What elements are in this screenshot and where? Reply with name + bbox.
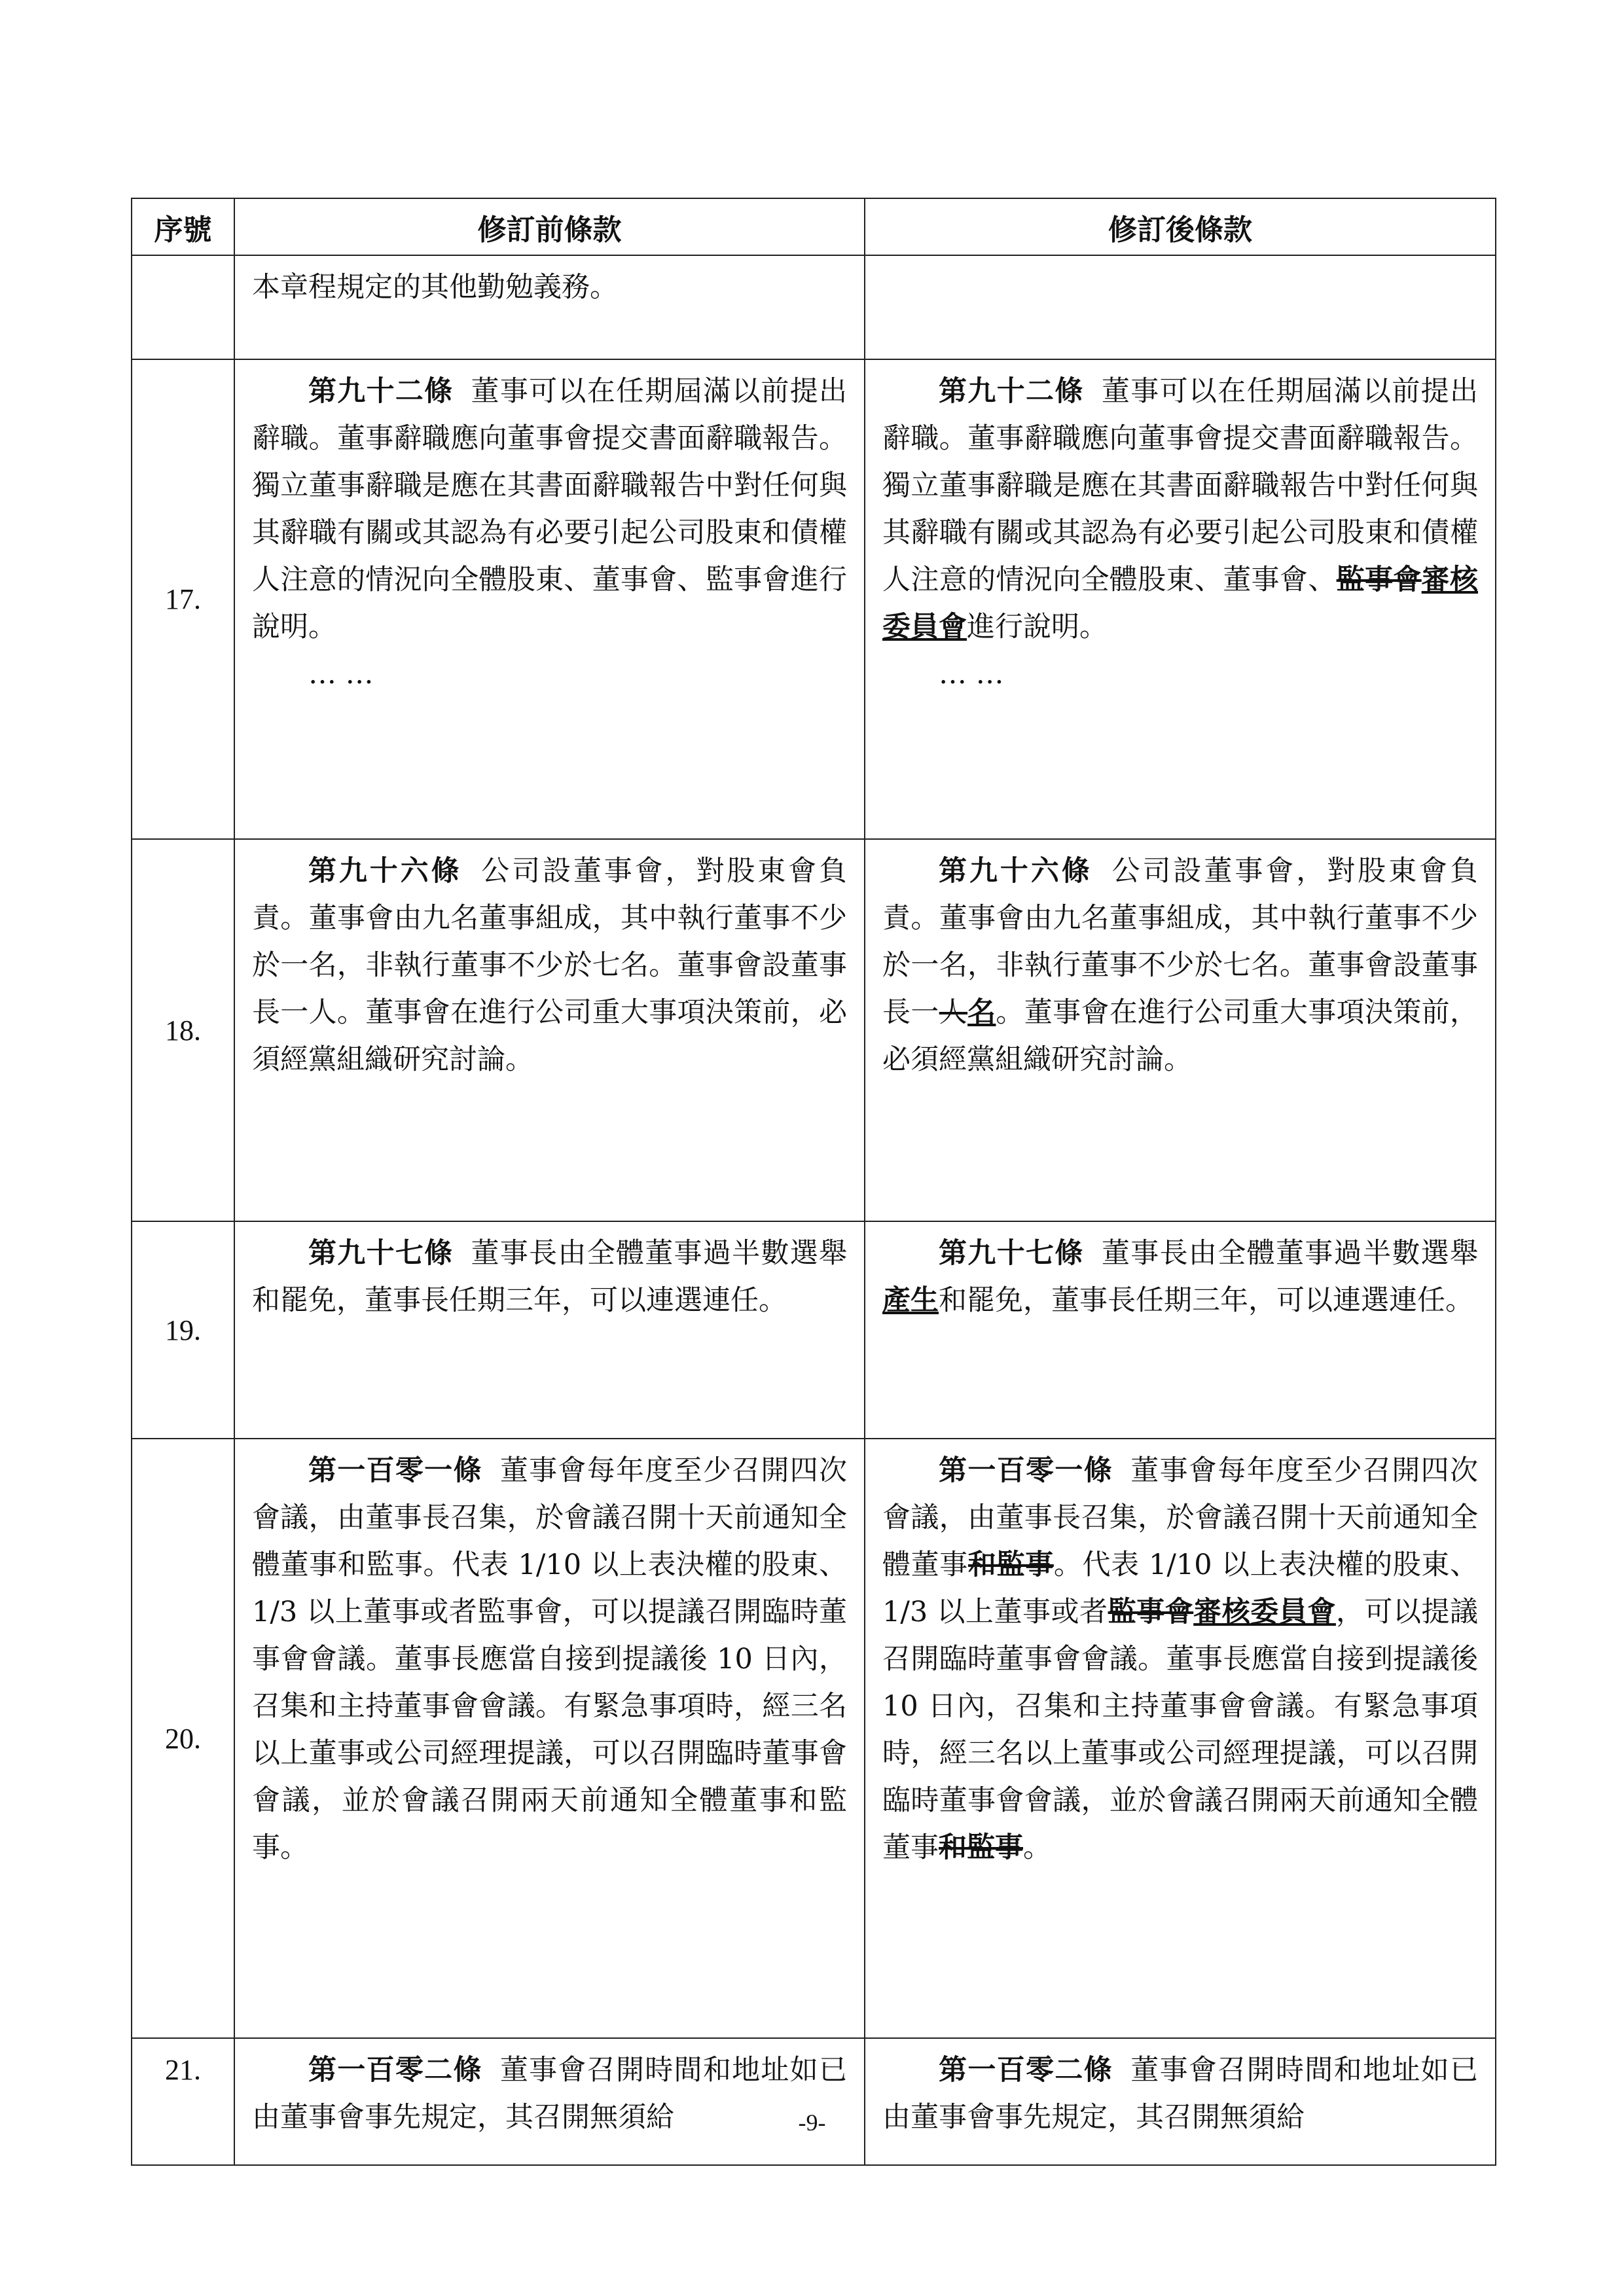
table-row <box>132 1439 1496 2038</box>
header-before-clause: 修訂前條款 <box>234 198 865 255</box>
before-clause-cell <box>234 1221 865 1439</box>
article-number: 第九十七條 <box>939 1237 1084 1270</box>
header-serial-no: 序號 <box>132 198 234 255</box>
article-number: 第九十二條 <box>308 375 454 408</box>
inserted-text: 審核委員會 <box>882 564 1479 643</box>
clause-text: ，可以提議召開臨時董事會會議。董事長應當自接到提議後 10 日內，召集和主持董事會會議。有緊急事項時，經三名以上董事或公司經理提議，可以召開臨時董事會會議，並於會議召開兩天前通知全體董事 <box>882 1596 1479 1864</box>
table-header-row <box>132 198 1496 255</box>
deleted-text: 監事會 <box>1336 564 1422 596</box>
before-clause-cell <box>234 359 865 839</box>
deleted-text: 監事會 <box>1108 1596 1194 1628</box>
table-row <box>132 255 1496 359</box>
inserted-text: 審核委員會 <box>1193 1596 1336 1628</box>
clause-text: 公司設董事會，對股東會負責。董事會由九名董事組成，其中執行董事不少於一名，非執行董事不少於七名。董事會設董事長一人。董事會在進行公司重大事項決策前，必須經黨組織研究討論。 <box>252 855 848 1076</box>
ellipsis: … … <box>308 658 374 691</box>
clause-text: 董事長由全體董事過半數選舉和罷免，董事長任期三年，可以連選連任。 <box>252 1237 848 1317</box>
deleted-text: 和監事 <box>967 1549 1054 1581</box>
article-number: 第九十六條 <box>939 855 1092 888</box>
after-clause-cell <box>865 2038 1496 2165</box>
row-number: 21. <box>132 2038 234 2165</box>
table-row <box>132 1221 1496 1439</box>
article-number: 第一百零一條 <box>308 1454 482 1487</box>
before-clause-cell <box>234 255 865 359</box>
clause-text: 董事可以在任期屆滿以前提出辭職。董事辭職應向董事會提交書面辭職報告。獨立董事辭職是應在其書面辭職報告中對任何與其辭職有關或其認為有必要引起公司股東和債權人注意的情況向全體股東、董事會、 <box>882 375 1479 596</box>
clause-text: 。 <box>1023 1831 1051 1864</box>
clause-text: 董事長由全體董事過半數選舉 <box>1100 1237 1479 1270</box>
row-number: 17. <box>132 359 234 839</box>
article-number: 第九十七條 <box>308 1237 454 1270</box>
table-row <box>132 359 1496 839</box>
before-clause-cell <box>234 2038 865 2165</box>
deleted-text: 和監事 <box>939 1831 1023 1864</box>
article-number: 第一百零一條 <box>939 1454 1113 1487</box>
amendment-comparison-table <box>131 198 1496 2166</box>
clause-text: 董事可以在任期屆滿以前提出辭職。董事辭職應向董事會提交書面辭職報告。獨立董事辭職是應在其書面辭職報告中對任何與其辭職有關或其認為有必要引起公司股東和債權人注意的情況向全體股東、董事會、監事會進行說明。 <box>252 375 848 643</box>
before-clause-cell <box>234 1439 865 2038</box>
row-number: 19. <box>132 1221 234 1439</box>
article-number: 第一百零二條 <box>939 2054 1113 2087</box>
after-clause-cell <box>865 255 1496 359</box>
after-clause-cell <box>865 839 1496 1221</box>
row-number: 20. <box>132 1439 234 2038</box>
row-number: 18. <box>132 839 234 1221</box>
clause-text: 進行說明。 <box>967 611 1108 643</box>
row-number-cell <box>132 255 234 359</box>
clause-text: 董事會每年度至少召開四次會議，由董事長召集，於會議召開十天前通知全體董事 <box>882 1454 1479 1581</box>
page-number: -9- <box>798 2109 826 2136</box>
clause-text: 本章程規定的其他勤勉義務。 <box>252 271 618 304</box>
clause-text: 。董事會在進行公司重大事項決策前，必須經黨組織研究討論。 <box>882 996 1479 1076</box>
article-number: 第一百零二條 <box>308 2054 482 2087</box>
clause-text: 董事會召開時間和地址如已由董事會事先規定，其召開無須給 <box>882 2054 1479 2134</box>
table-row <box>132 2038 1496 2165</box>
after-clause-cell <box>865 359 1496 839</box>
clause-text: 董事會每年度至少召開四次會議，由董事長召集，於會議召開十天前通知全體董事和監事。代表 1/10 以上表決權的股東、1/3 以上董事或者監事會，可以提議召開臨時董事會會議。董事長應當自接到提議後 10 日內，召集和主持董事會會議。有緊急事項時，經三名以上董事或公司經理提議，可以召開臨時董事會會議，並於會議召開兩天前通知全體董事和監事。 <box>252 1454 847 1864</box>
clause-text: 和罷免，董事長任期三年，可以連選連任。 <box>939 1284 1473 1317</box>
clause-text: 公司設董事會，對股東會負責。董事會由九名董事組成，其中執行董事不少於一名，非執行董事不少於七名。董事會設董事長一 <box>882 855 1478 1029</box>
clause-text: 董事會召開時間和地址如已由董事會事先規定，其召開無須給 <box>252 2054 847 2134</box>
after-clause-cell <box>865 1221 1496 1439</box>
inserted-text: 名 <box>967 996 996 1029</box>
table-row <box>132 839 1496 1221</box>
inserted-text: 產生 <box>882 1284 939 1317</box>
before-clause-cell <box>234 839 865 1221</box>
article-number: 第九十二條 <box>939 375 1084 408</box>
deleted-text: 人 <box>939 996 968 1029</box>
ellipsis: … … <box>939 658 1004 691</box>
header-after-clause: 修訂後條款 <box>865 198 1496 255</box>
clause-text: 。代表 1/10 以上表決權的股東、1/3 以上董事或者 <box>882 1549 1479 1628</box>
after-clause-cell <box>865 1439 1496 2038</box>
article-number: 第九十六條 <box>308 855 462 888</box>
